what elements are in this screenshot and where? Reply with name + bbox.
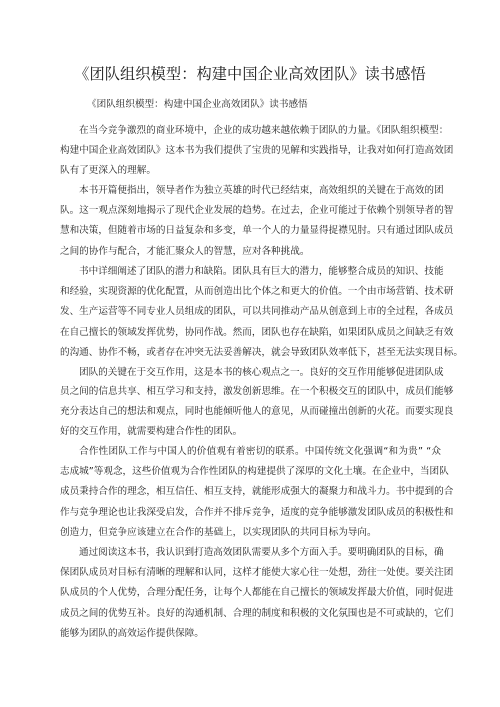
text-line: 构建中国企业高效团队》这本书为我们提供了宝贵的见解和实践指导，让我对如何打造高效团 (60, 145, 454, 157)
text-line: 成员之间的优势互补。良好的沟通机制、合理的制度和积极的文化氛围也是不可或缺的，它们 (60, 607, 454, 619)
text-line: 在自己擅长的领域发挥优势，协同作战。然而，团队也存在缺陷，如果团队成员之间缺乏有效 (60, 326, 454, 338)
paragraph-3 (60, 262, 463, 383)
text-line: 成员秉持合作的理念，相互信任、相互支持，就能形成强大的凝聚力和战斗力。书中提到的合 (60, 486, 454, 498)
text-line: 和经验，实现资源的优化配置，从而创造出比个体之和更大的价值。一个由市场营销、技术研 (60, 286, 454, 298)
text-line: 之间的协作与配合，才能汇聚众人的智慧，应对各种挑战。 (60, 245, 310, 257)
paragraph-1 (60, 121, 454, 182)
text-line: 充分表达自己的想法和观点，同时也能倾听他人的意见，从而碰撞出创新的火花。而要实现良 (60, 406, 454, 418)
text-line: 合作性团队工作与中国人的价值观有着密切的联系。中国传统文化强调“和为贵” “众 (79, 446, 441, 457)
text-line: 在当今竞争激烈的商业环境中，企业的成功越来越依赖于团队的力量。《团队组织模型： (79, 125, 449, 136)
text-line: 志成城”等观念，这些价值观为合作性团队的构建提供了深厚的文化土壤。在企业中，当团队 (60, 466, 449, 478)
document-subtitle: 《团队组织模型：构建中国企业高效团队》读书感悟 (87, 99, 308, 110)
text-line: 团队的关键在于交互作用，这是本书的核心观点之一。良好的交互作用能够促进团队成 (79, 366, 444, 378)
text-line: 队有了更深入的理解。 (60, 165, 156, 177)
page-title: 《团队组织模型：构建中国企业高效团队》读书感悟 (74, 65, 426, 83)
text-line: 创造力，但竞争应该建立在合作的基础上，以实现团队的共同目标为导向。 (60, 526, 377, 538)
text-line: 好的交互作用，就需要构建合作性的团队。 (60, 426, 243, 438)
text-line: 队成员的个人优势，合理分配任务，让每个人都能在自己擅长的领域发挥最大价值，同时促进 (60, 587, 454, 599)
paragraph-4 (60, 382, 454, 443)
text-line: 通过阅读这本书，我认识到打造高效团队需要从多个方面入手。要明确团队的目标，确 (79, 547, 444, 558)
text-line: 慧和决策，但随着市场的日益复杂和多变，单一个人的力量显得捉襟见肘。只有通过团队成员 (60, 225, 454, 237)
text-line: 队。这一观点深刻地揭示了现代企业发展的趋势。在过去，企业可能过于依赖个别领导者的智 (60, 205, 454, 217)
text-line: 作与竞争理论也让我深受启发，合作并不排斥竞争，适度的竞争能够激发团队成员的积极性和 (60, 506, 454, 518)
text-line: 的沟通、协作不畅，或者存在冲突无法妥善解决，就会导致团队效率低下，甚至无法实现目标。 (60, 346, 463, 358)
text-line: 保团队成员对目标有清晰的理解和认同，这样才能使大家心往一处想，劲往一处使。要关注团 (60, 567, 454, 579)
text-line: 能够为团队的高效运作提供保障。 (60, 627, 204, 639)
text-line: 书中详细阐述了团队的潜力和缺陷。团队具有巨大的潜力，能够整合成员的知识、技能 (79, 266, 444, 277)
text-line: 员之间的信息共享、相互学习和支持，激发创新思维。在一个积极交互的团队中，成员们能够 (60, 386, 454, 397)
paragraph-2 (60, 181, 454, 262)
paragraph-6 (60, 543, 454, 644)
paragraph-5 (60, 442, 454, 543)
text-line: 发、生产运营等不同专业人员组成的团队，可以共同推动产品从创意到上市的全过程，各成员 (60, 306, 454, 318)
text-line: 本书开篇便指出，领导者作为独立英雄的时代已经结束，高效组织的关键在于高效的团 (79, 185, 444, 196)
